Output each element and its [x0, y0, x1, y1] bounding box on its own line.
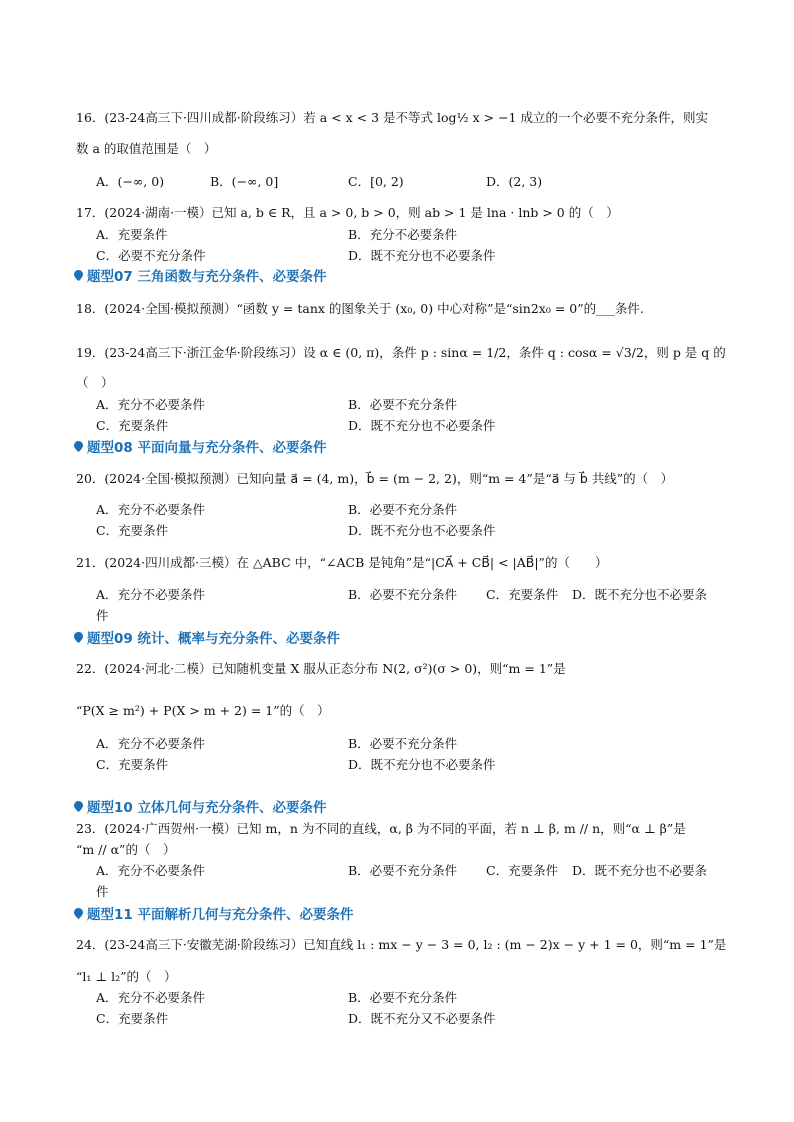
- q19-option-b: B．必要不充分条件: [348, 397, 458, 412]
- q24-option-d: D．既不充分又不必要条件: [348, 1011, 496, 1026]
- q22-stem-cont: “P(X ≥ m²) + P(X > m + 2) = 1”的（ ）: [76, 703, 330, 718]
- q16-stem: 16．(23-24高三下·四川成都·阶段练习）若 a < x < 3 是不等式 log½ x > −1 成立的一个必要不充分条件，则实: [76, 110, 708, 125]
- q19-stem-cont: （ ）: [76, 375, 114, 390]
- q19-stem: 19．(23-24高三下·浙江金华·阶段练习）设 α ∈ (0, π)，条件 p : sinα = 1/2，条件 q : cosα = √3/2，则 p 是 q 的: [76, 345, 726, 360]
- q16-stem-cont: 数 a 的取值范围是（ ）: [76, 141, 217, 156]
- section-heading-09-text: 题型09 统计、概率与充分条件、必要条件: [87, 631, 340, 647]
- q18-stem: 18．(2024·全国·模拟预测）“函数 y = tanx 的图象关于 (x₀, 0) 中心对称”是“sin2x₀ = 0”的___条件.: [76, 301, 644, 316]
- location-pin-icon: [74, 270, 83, 281]
- q21-stem: 21．(2024·四川成都·三模）在 △ABC 中，“∠ACB 是钝角”是“|CA⃗ + CB⃗| < |AB⃗|”的（ ）: [76, 555, 608, 570]
- q21-option-d: D．既不充分也不必要条: [572, 587, 708, 602]
- q21-option-c: C．充要条件: [486, 587, 559, 602]
- section-heading-11-text: 题型11 平面解析几何与充分条件、必要条件: [87, 907, 354, 923]
- q24-stem: 24．(23-24高三下·安徽芜湖·阶段练习）已知直线 l₁ : mx − y − 3 = 0, l₂ : (m − 2)x − y + 1 = 0，则“m = 1”是: [76, 937, 727, 952]
- q16-option-b: B．(−∞, 0]: [210, 174, 279, 189]
- q20-option-b: B．必要不充分条件: [348, 502, 458, 517]
- q20-option-c: C．充要条件: [96, 523, 169, 538]
- section-heading-10-text: 题型10 立体几何与充分条件、必要条件: [87, 800, 327, 816]
- q20-option-a: A．充分不必要条件: [96, 502, 206, 517]
- location-pin-icon: [74, 632, 83, 643]
- q23-option-a: A．充分不必要条件: [96, 863, 206, 878]
- q19-option-d: D．既不充分也不必要条件: [348, 418, 496, 433]
- section-heading-07-text: 题型07 三角函数与充分条件、必要条件: [87, 269, 327, 285]
- q24-option-a: A．充分不必要条件: [96, 990, 206, 1005]
- q24-option-b: B．必要不充分条件: [348, 990, 458, 1005]
- q17-stem: 17．(2024·湖南·一模）已知 a, b ∈ R，且 a > 0, b > 0，则 ab > 1 是 lna · lnb > 0 的（ ）: [76, 205, 619, 220]
- q23-option-b: B．必要不充分条件: [348, 863, 458, 878]
- q23-stem-cont: “m // α”的（ ）: [76, 842, 176, 857]
- section-heading-11: [74, 903, 354, 923]
- section-heading-09: [74, 627, 340, 647]
- section-heading-07: [74, 265, 327, 285]
- q22-option-c: C．充要条件: [96, 757, 169, 772]
- section-heading-08: [74, 436, 327, 456]
- section-heading-08-text: 题型08 平面向量与充分条件、必要条件: [87, 440, 327, 456]
- location-pin-icon: [74, 908, 83, 919]
- q17-option-b: B．充分不必要条件: [348, 227, 458, 242]
- q21-option-a: A．充分不必要条件: [96, 587, 206, 602]
- q21-option-d-wrap: 件: [96, 608, 109, 623]
- q23-option-c: C．充要条件: [486, 863, 559, 878]
- q17-option-c: C．必要不充分条件: [96, 248, 206, 263]
- q23-option-d-wrap: 件: [96, 884, 109, 899]
- q24-stem-cont: “l₁ ⊥ l₂”的（ ）: [76, 969, 177, 984]
- q17-option-d: D．既不充分也不必要条件: [348, 248, 496, 263]
- q22-option-b: B．必要不充分条件: [348, 736, 458, 751]
- q16-option-a: A．(−∞, 0): [96, 174, 165, 189]
- q22-option-a: A．充分不必要条件: [96, 736, 206, 751]
- q22-option-d: D．既不充分也不必要条件: [348, 757, 496, 772]
- q20-option-d: D．既不充分也不必要条件: [348, 523, 496, 538]
- q19-option-a: A．充分不必要条件: [96, 397, 206, 412]
- q22-stem: 22．(2024·河北·二模）已知随机变量 X 服从正态分布 N(2, σ²)(σ > 0)，则“m = 1”是: [76, 661, 566, 676]
- section-heading-10: [74, 796, 327, 816]
- location-pin-icon: [74, 801, 83, 812]
- q16-option-c: C．[0, 2): [348, 174, 404, 189]
- q23-stem: 23．(2024·广西贺州·一模）已知 m，n 为不同的直线，α, β 为不同的平面，若 n ⊥ β, m // n，则“α ⊥ β”是: [76, 821, 686, 836]
- location-pin-icon: [74, 441, 83, 452]
- q16-option-d: D．(2, 3): [486, 174, 543, 189]
- q19-option-c: C．充要条件: [96, 418, 169, 433]
- q21-option-b: B．必要不充分条件: [348, 587, 458, 602]
- q20-stem: 20．(2024·全国·模拟预测）已知向量 a⃗ = (4, m)，b⃗ = (m − 2, 2)，则“m = 4”是“a⃗ 与 b⃗ 共线”的（ ）: [76, 471, 674, 486]
- q24-option-c: C．充要条件: [96, 1011, 169, 1026]
- q23-option-d: D．既不充分也不必要条: [572, 863, 708, 878]
- q17-option-a: A．充要条件: [96, 227, 168, 242]
